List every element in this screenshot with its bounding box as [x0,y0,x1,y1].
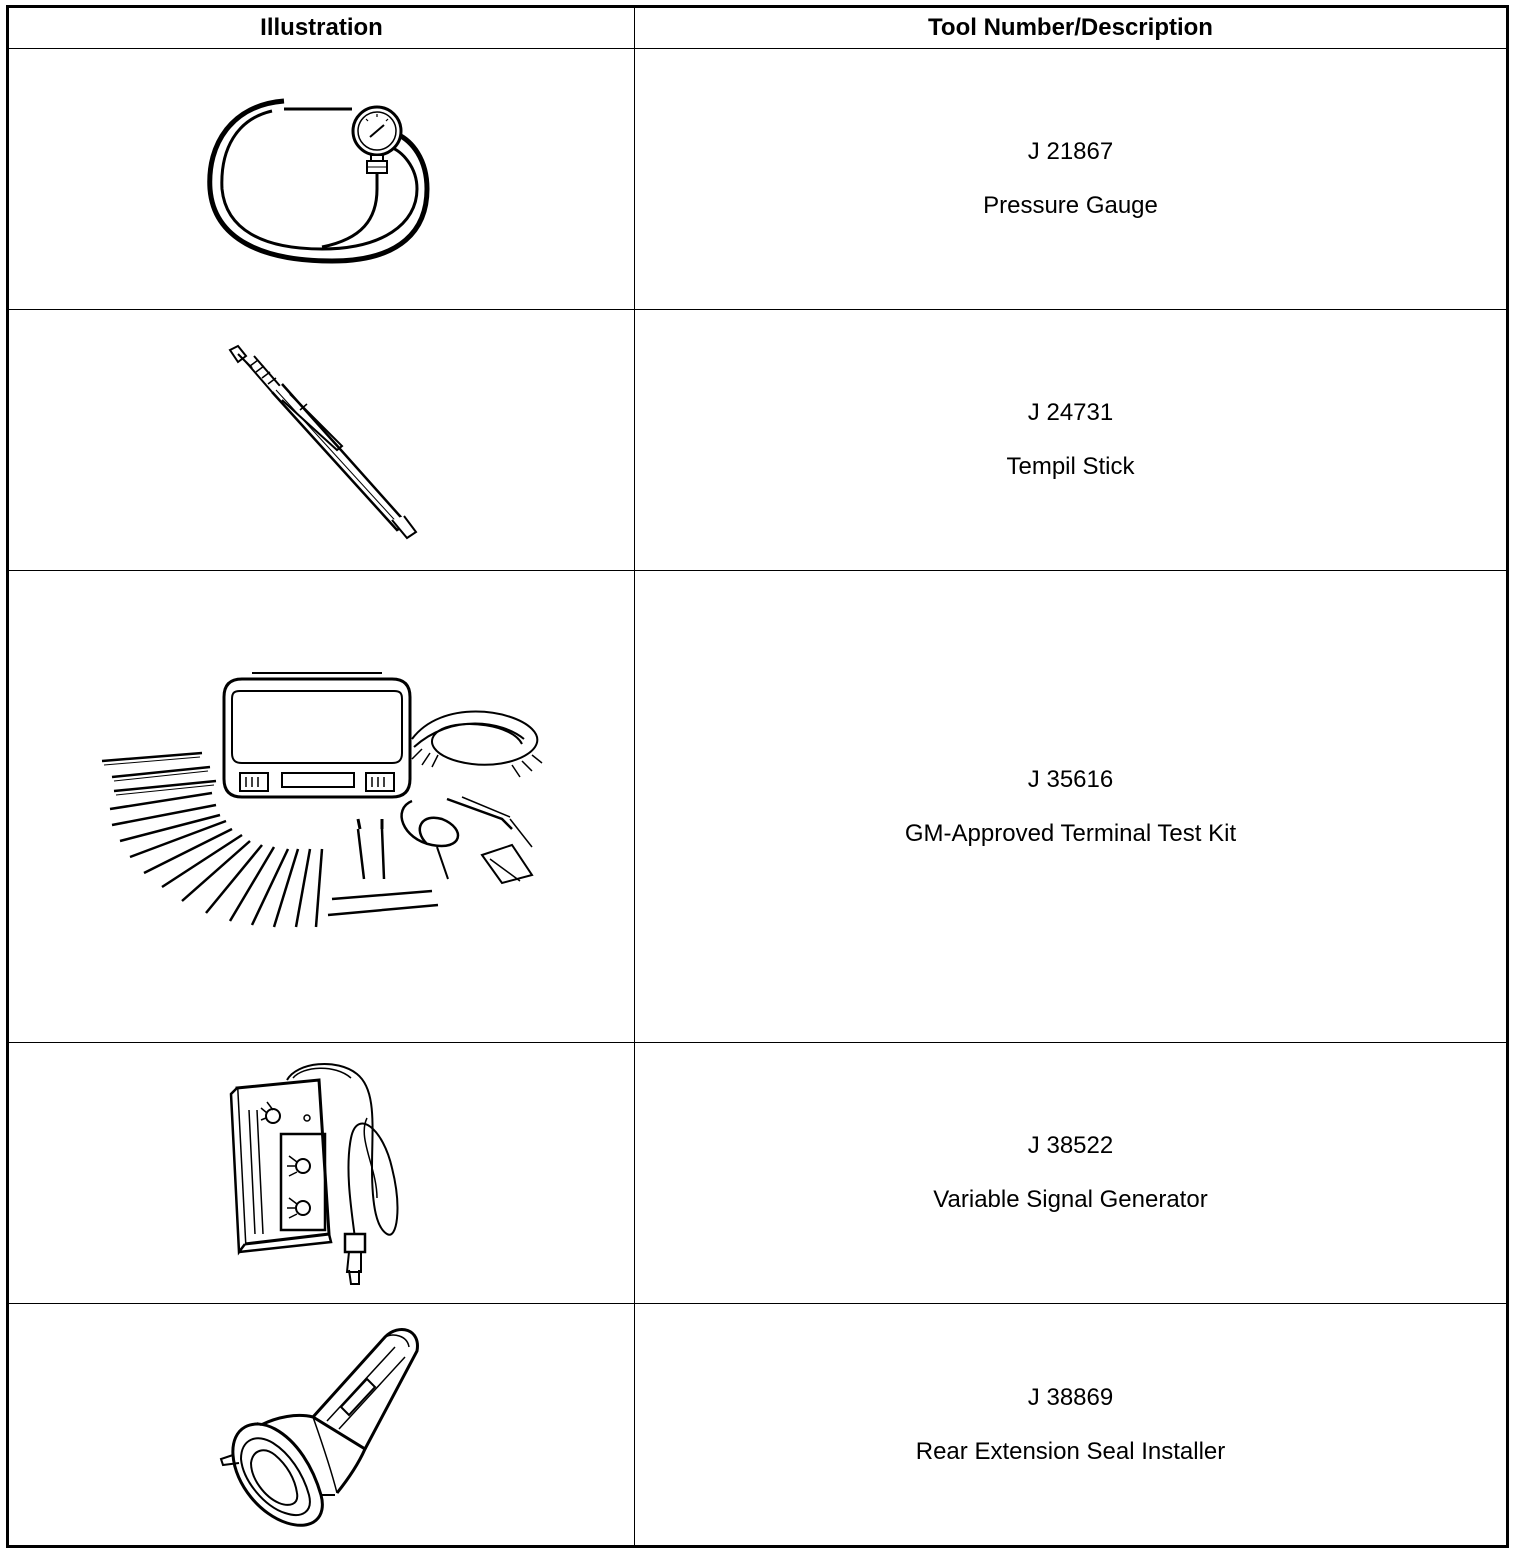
table-row [8,49,1508,310]
tempil-stick-icon [212,340,432,540]
illustration-cell [8,1043,635,1304]
pressure-gauge-icon [202,89,442,269]
terminal-test-kit-icon [92,669,552,944]
header-row [8,7,1508,49]
tool-description: GM-Approved Terminal Test Kit [904,819,1237,847]
tool-description: Tempil Stick [1006,453,1135,480]
tool-description: Variable Signal Generator [933,1186,1208,1213]
signal-generator-icon [227,1058,417,1288]
tool-number: J 24731 [1027,399,1114,426]
description-cell [635,571,1508,1043]
table-row [8,571,1508,1043]
header-illustration: Illustration [8,7,635,49]
description-cell [635,49,1508,310]
tool-description: Rear Extension Seal Installer [915,1437,1226,1465]
table-row [8,310,1508,571]
table-row [8,1043,1508,1304]
illustration-cell [8,49,635,310]
description-cell [635,310,1508,571]
tool-number: J 35616 [1027,765,1114,793]
tool-number: J 21867 [1027,138,1114,165]
illustration-cell [8,1304,635,1547]
tool-description: Pressure Gauge [983,192,1158,219]
table-row [8,1304,1508,1547]
tool-number: J 38869 [1027,1383,1114,1411]
tool-table [6,5,1509,1548]
seal-installer-icon [217,1317,427,1532]
description-cell [635,1304,1508,1547]
header-tool-number-description: Tool Number/Description [635,7,1508,49]
description-cell [635,1043,1508,1304]
illustration-cell [8,571,635,1043]
tool-number: J 38522 [1027,1132,1114,1159]
illustration-cell [8,310,635,571]
